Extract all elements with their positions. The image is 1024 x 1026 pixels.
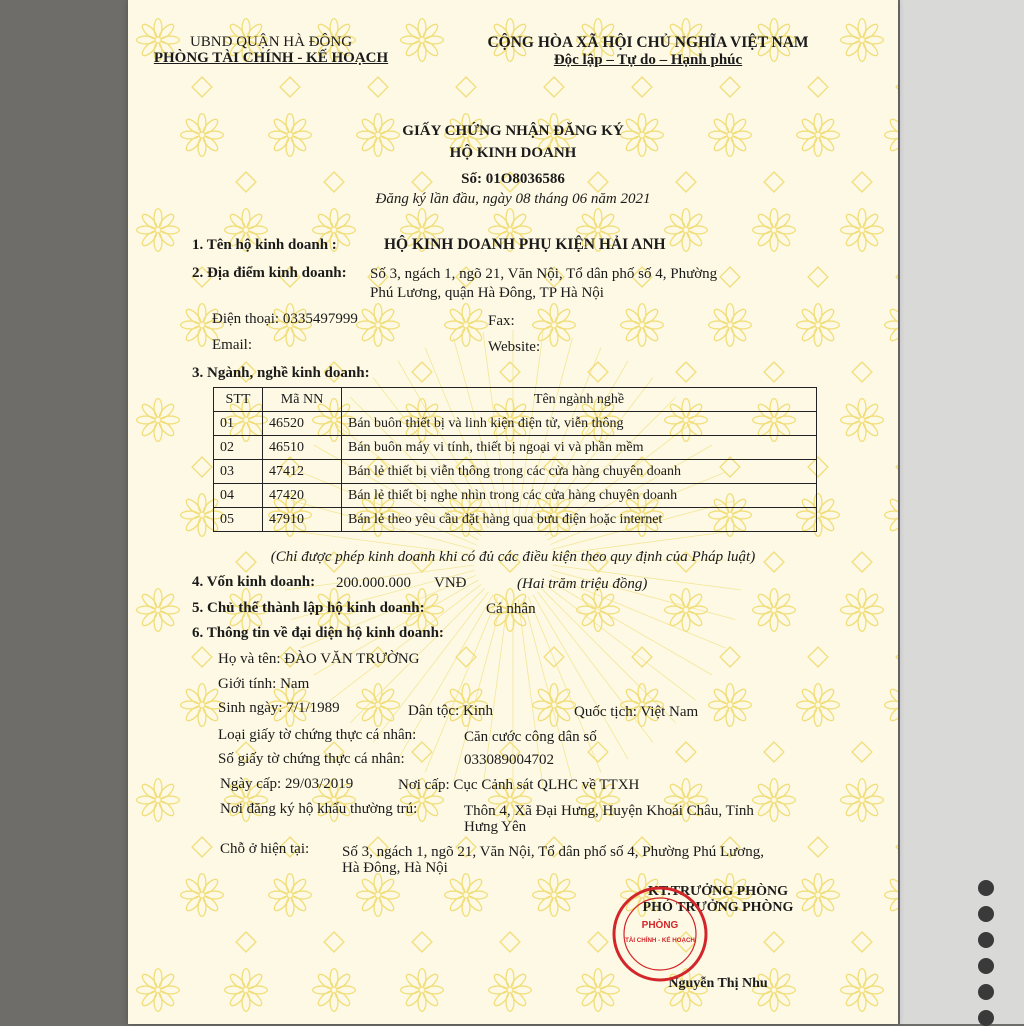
registration-date: Đăng ký lần đầu, ngày 08 tháng 06 năm 2021 [375, 191, 651, 207]
pattern-knot [764, 362, 784, 382]
id-type-value: Căn cước công dân số [464, 729, 597, 745]
pattern-flower [841, 209, 884, 252]
pattern-flower [137, 779, 180, 822]
pattern-flower [709, 304, 752, 347]
id-type-label: Loại giấy tờ chứng thực cá nhân: [218, 727, 417, 743]
plastic-sleeve [900, 0, 1024, 1024]
pattern-knot [852, 742, 872, 762]
pattern-knot [720, 77, 740, 97]
pattern-flower [753, 209, 796, 252]
fax: Fax: [488, 313, 515, 329]
row-code: 47910 [263, 508, 342, 532]
pattern-knot [412, 742, 432, 762]
pattern-flower [357, 684, 400, 727]
pattern-knot [192, 77, 212, 97]
binder-hole [978, 984, 994, 1000]
pattern-flower [225, 969, 268, 1012]
id-issue-date: Ngày cấp: 29/03/2019 [220, 776, 354, 792]
capital-amount: 200.000.000 [336, 575, 411, 591]
col-stt: STT [214, 388, 263, 412]
signature-title: KT.TRƯỞNG PHÒNG [648, 884, 788, 899]
row-stt: 05 [214, 508, 263, 532]
pattern-flower [709, 684, 752, 727]
pattern-flower [137, 209, 180, 252]
pattern-flower [357, 304, 400, 347]
pattern-knot [236, 932, 256, 952]
table-row [214, 436, 817, 460]
table-row [214, 508, 817, 532]
row-stt: 01 [214, 412, 263, 436]
rep-ethnicity: Dân tộc: Kinh [408, 703, 493, 719]
signature-subtitle: PHÓ TRƯỞNG PHÒNG [642, 900, 794, 915]
current-address-line1: Số 3, ngách 1, ngõ 21, Văn Nội, Tổ dân phố số 4, Phường Phú Lương, [342, 844, 764, 860]
residence-line1: Thôn 4, Xã Đại Hưng, Huyện Khoái Châu, Tỉnh [464, 803, 754, 819]
pattern-flower [137, 399, 180, 442]
pattern-flower [181, 874, 224, 917]
row-name: Bán lẻ theo yêu cầu đặt hàng qua bưu điện hoặc internet [342, 508, 817, 532]
founder-type-label: 5. Chủ thể thành lập hộ kinh doanh: [192, 600, 425, 616]
current-address-line2: Hà Đông, Hà Nội [342, 860, 448, 876]
business-lines-table [213, 387, 817, 532]
row-code: 46520 [263, 412, 342, 436]
table-header-row [214, 388, 817, 412]
residence-label: Nơi đăng ký hộ khẩu thường trú: [220, 801, 418, 817]
legal-note: (Chỉ được phép kinh doanh khi có đủ các điều kiện theo quy định của Pháp luật) [270, 549, 756, 565]
pattern-knot [720, 267, 740, 287]
email: Email: [212, 337, 252, 353]
binder-hole [978, 932, 994, 948]
pattern-knot [192, 837, 212, 857]
stamp-sub-text: TÀI CHÍNH - KẾ HOẠCH [625, 937, 695, 944]
pattern-flower [357, 874, 400, 917]
id-number-label: Số giấy tờ chứng thực cá nhân: [218, 751, 405, 767]
capital-label: 4. Vốn kinh doanh: [192, 574, 316, 590]
pattern-flower [753, 589, 796, 632]
pattern-knot [192, 647, 212, 667]
pattern-flower [445, 304, 488, 347]
address-label: 2. Địa điểm kinh doanh: [192, 265, 347, 281]
pattern-flower [885, 304, 898, 347]
pattern-knot [412, 932, 432, 952]
binder-hole [978, 880, 994, 896]
pattern-knot [808, 267, 828, 287]
phone: Điện thoại: 0335497999 [212, 311, 358, 327]
pattern-flower [841, 19, 884, 62]
rep-dob: Sinh ngày: 7/1/1989 [218, 700, 340, 716]
pattern-knot [500, 362, 520, 382]
table-row [214, 460, 817, 484]
row-name: Bán buôn thiết bị và linh kiện điện tử, viễn thông [342, 412, 817, 436]
id-issue-place: Nơi cấp: Cục Cảnh sát QLHC về TTXH [398, 777, 640, 793]
pattern-flower [885, 874, 898, 917]
row-name: Bán buôn máy vi tính, thiết bị ngoại vi và phần mềm [342, 436, 817, 460]
agency-line2: PHÒNG TÀI CHÍNH - KẾ HOẠCH [153, 50, 389, 66]
table-row [214, 484, 817, 508]
address-line2: Phú Lương, quận Hà Đông, TP Hà Nội [370, 285, 604, 301]
rep-nationality: Quốc tịch: Việt Nam [574, 704, 699, 720]
pattern-flower [753, 779, 796, 822]
pattern-knot [632, 77, 652, 97]
row-name: Bán lẻ thiết bị viễn thông trong các cửa hàng chuyên doanh [342, 460, 817, 484]
pattern-flower [181, 684, 224, 727]
pattern-knot [588, 932, 608, 952]
pattern-knot [852, 362, 872, 382]
website: Website: [488, 339, 541, 355]
business-lines-label: 3. Ngành, nghề kinh doanh: [192, 365, 370, 381]
pattern-knot [764, 742, 784, 762]
agency-line1: UBND QUẬN HÀ ĐÔNG [189, 34, 353, 50]
pattern-knot [720, 647, 740, 667]
pattern-knot [896, 77, 898, 97]
residence-line2: Hưng Yên [464, 819, 527, 835]
certificate-paper [128, 0, 898, 1024]
certificate-number: Số: 01O8036586 [461, 171, 565, 187]
table-row [214, 412, 817, 436]
representative-label: 6. Thông tin về đại diện hộ kinh doanh: [192, 625, 444, 641]
pattern-knot [764, 932, 784, 952]
pattern-flower [621, 304, 664, 347]
pattern-flower [885, 494, 898, 537]
row-name: Bán lẻ thiết bị nghe nhìn trong các cửa hàng chuyên doanh [342, 484, 817, 508]
rep-gender: Giới tính: Nam [218, 676, 310, 692]
row-code: 46510 [263, 436, 342, 460]
current-address-label: Chỗ ở hiện tại: [220, 841, 310, 857]
rep-name: Họ và tên: ĐÀO VĂN TRƯỜNG [218, 651, 420, 667]
pattern-flower [797, 684, 840, 727]
row-stt: 04 [214, 484, 263, 508]
founder-type: Cá nhân [486, 601, 536, 617]
col-name: Tên ngành nghề [342, 388, 817, 412]
pattern-knot [368, 77, 388, 97]
pattern-flower [841, 589, 884, 632]
pattern-flower [665, 209, 708, 252]
row-code: 47420 [263, 484, 342, 508]
pattern-knot [852, 932, 872, 952]
nation-line1: CỘNG HÒA XÃ HỘI CHỦ NGHĨA VIỆT NAM [487, 34, 809, 51]
nation-line2: Độc lập – Tự do – Hạnh phúc [553, 52, 743, 68]
pattern-flower [137, 969, 180, 1012]
pattern-knot [544, 77, 564, 97]
row-code: 47412 [263, 460, 342, 484]
binder-hole [978, 906, 994, 922]
pattern-flower [841, 399, 884, 442]
pattern-flower [797, 304, 840, 347]
official-stamp [610, 884, 710, 984]
pattern-flower [533, 684, 576, 727]
pattern-knot [896, 837, 898, 857]
pattern-knot [500, 932, 520, 952]
pattern-knot [676, 742, 696, 762]
pattern-knot [412, 362, 432, 382]
capital-currency: VNĐ [434, 575, 467, 591]
pattern-knot [280, 77, 300, 97]
capital-in-words: (Hai trăm triệu đồng) [517, 576, 648, 592]
pattern-flower [313, 969, 356, 1012]
pattern-knot [896, 267, 898, 287]
pattern-flower [841, 779, 884, 822]
pattern-knot [544, 647, 564, 667]
business-name-label: 1. Tên hộ kinh doanh : [192, 237, 337, 253]
pattern-knot [192, 457, 212, 477]
pattern-flower [445, 874, 488, 917]
pattern-flower [489, 969, 532, 1012]
pattern-flower [401, 969, 444, 1012]
doc-title-line2: HỘ KINH DOANH [449, 145, 577, 161]
row-stt: 03 [214, 460, 263, 484]
row-stt: 02 [214, 436, 263, 460]
pattern-knot [808, 837, 828, 857]
pattern-knot [896, 647, 898, 667]
pattern-knot [808, 77, 828, 97]
col-code: Mã NN [263, 388, 342, 412]
pattern-ray [548, 580, 713, 675]
pattern-flower [401, 19, 444, 62]
id-number: 033089004702 [464, 752, 554, 768]
stamp-center-text: PHÒNG [641, 920, 679, 931]
doc-title-line1: GIẤY CHỨNG NHẬN ĐĂNG KÝ [402, 123, 624, 139]
pattern-knot [324, 932, 344, 952]
pattern-flower [137, 589, 180, 632]
binder-hole [978, 958, 994, 974]
pattern-flower [885, 684, 898, 727]
pattern-knot [676, 362, 696, 382]
signer-name: Nguyễn Thị Nhu [668, 976, 768, 991]
pattern-flower [269, 874, 312, 917]
pattern-knot [456, 77, 476, 97]
business-name: HỘ KINH DOANH PHỤ KIỆN HẢI ANH [384, 236, 666, 253]
address-line1: Số 3, ngách 1, ngõ 21, Văn Nội, Tổ dân phố số 4, Phường [370, 266, 718, 282]
pattern-knot [808, 647, 828, 667]
pattern-knot [896, 457, 898, 477]
